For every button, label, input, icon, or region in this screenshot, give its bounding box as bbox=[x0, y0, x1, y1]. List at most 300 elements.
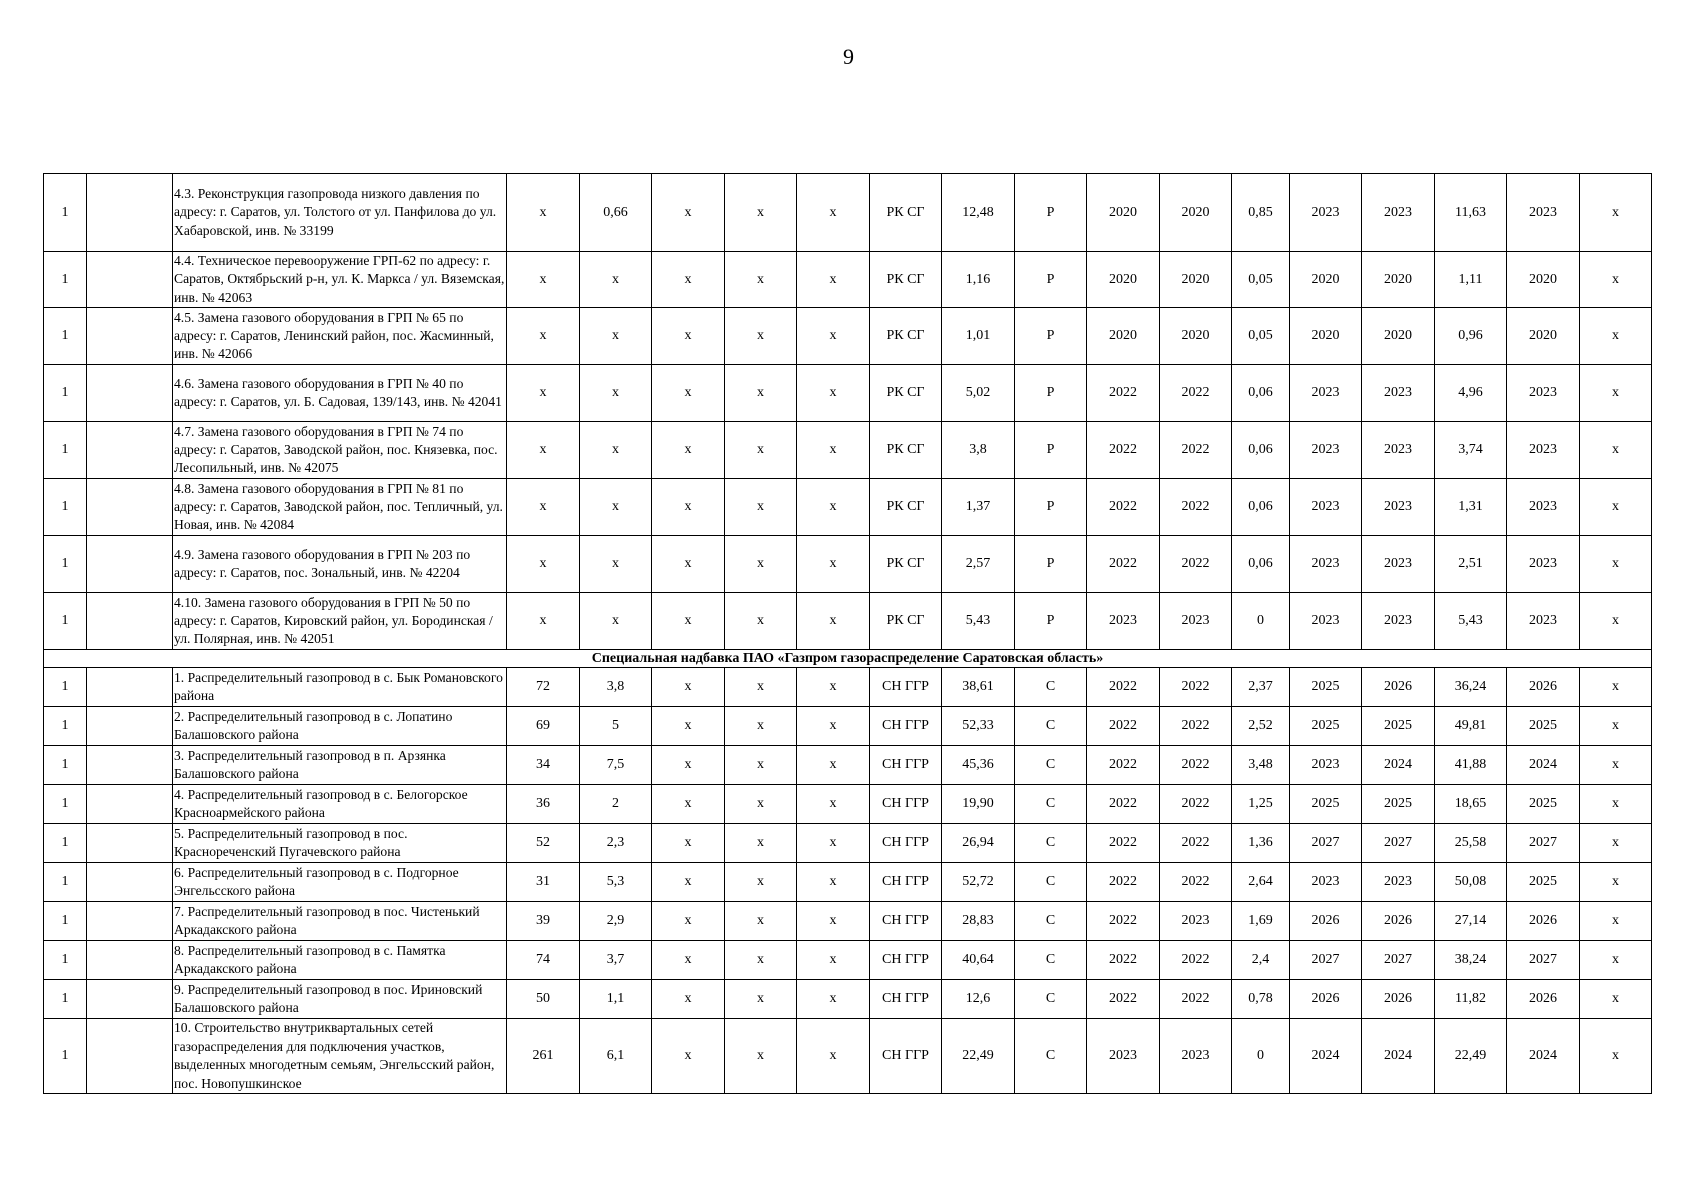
table-cell: 2027 bbox=[1290, 824, 1362, 863]
table-cell: 2023 bbox=[1362, 422, 1435, 479]
table-cell: х bbox=[725, 707, 797, 746]
table-cell: 2022 bbox=[1087, 479, 1160, 536]
table-cell: х bbox=[725, 902, 797, 941]
table-cell: х bbox=[725, 746, 797, 785]
cell-description: 4.4. Техническое перевооружение ГРП-62 по адресу: г. Саратов, Октябрьский р-н, ул. К. Маркса / ул. Вяземская, инв. № 42063 bbox=[173, 252, 507, 308]
table-cell: х bbox=[797, 479, 870, 536]
table-cell: 2024 bbox=[1290, 1019, 1362, 1094]
table-cell: СН ГГР bbox=[870, 707, 942, 746]
table-row bbox=[44, 308, 1652, 365]
cell-group-number: 1 bbox=[44, 824, 87, 863]
table-cell: х bbox=[580, 365, 652, 422]
table-cell: РК СГ bbox=[870, 479, 942, 536]
table-cell: х bbox=[652, 365, 725, 422]
cell-group-number: 1 bbox=[44, 174, 87, 252]
table-cell: 7,5 bbox=[580, 746, 652, 785]
table-row bbox=[44, 422, 1652, 479]
table-cell: 3,8 bbox=[580, 668, 652, 707]
table-cell: 261 bbox=[507, 1019, 580, 1094]
table-cell: 0,06 bbox=[1232, 536, 1290, 593]
table-cell: 0,05 bbox=[1232, 252, 1290, 308]
table-row bbox=[44, 479, 1652, 536]
table-cell: 2024 bbox=[1362, 1019, 1435, 1094]
table-cell: Р bbox=[1015, 308, 1087, 365]
table-cell: х bbox=[1580, 174, 1652, 252]
table-cell: х bbox=[797, 824, 870, 863]
table-cell: х bbox=[507, 365, 580, 422]
table-cell: х bbox=[580, 308, 652, 365]
cell-group-number: 1 bbox=[44, 863, 87, 902]
cell-description: 8. Распределительный газопровод в с. Памятка Аркадакского района bbox=[173, 941, 507, 980]
table-cell: 52 bbox=[507, 824, 580, 863]
table-cell: 11,63 bbox=[1435, 174, 1507, 252]
table-cell: Р bbox=[1015, 422, 1087, 479]
table-cell: х bbox=[507, 308, 580, 365]
table-cell: 2023 bbox=[1362, 536, 1435, 593]
table-cell: х bbox=[507, 536, 580, 593]
table-cell: 36,24 bbox=[1435, 668, 1507, 707]
cell-code bbox=[87, 252, 173, 308]
table-cell: х bbox=[652, 536, 725, 593]
table-cell: 2025 bbox=[1290, 707, 1362, 746]
table-cell: х bbox=[1580, 422, 1652, 479]
table-cell: х bbox=[797, 746, 870, 785]
table-cell: 2022 bbox=[1087, 668, 1160, 707]
table-cell: СН ГГР bbox=[870, 1019, 942, 1094]
table-cell: РК СГ bbox=[870, 536, 942, 593]
table-cell: 69 bbox=[507, 707, 580, 746]
table-cell: х bbox=[797, 174, 870, 252]
table-cell: 38,61 bbox=[942, 668, 1015, 707]
table-cell: х bbox=[797, 941, 870, 980]
table-cell: х bbox=[1580, 1019, 1652, 1094]
table-cell: 0,66 bbox=[580, 174, 652, 252]
table-row bbox=[44, 593, 1652, 650]
table-cell: 2022 bbox=[1160, 365, 1232, 422]
table-cell: 1,37 bbox=[942, 479, 1015, 536]
table-cell: 2,57 bbox=[942, 536, 1015, 593]
table-cell: 2023 bbox=[1160, 593, 1232, 650]
cell-group-number: 1 bbox=[44, 479, 87, 536]
table-cell: 0 bbox=[1232, 1019, 1290, 1094]
table-cell: х bbox=[797, 536, 870, 593]
table-cell: 2022 bbox=[1160, 941, 1232, 980]
table-cell: 72 bbox=[507, 668, 580, 707]
table-cell: С bbox=[1015, 863, 1087, 902]
cell-group-number: 1 bbox=[44, 668, 87, 707]
table-cell: 2023 bbox=[1362, 593, 1435, 650]
table-cell: х bbox=[797, 980, 870, 1019]
table-cell: 2024 bbox=[1362, 746, 1435, 785]
table-cell: х bbox=[1580, 252, 1652, 308]
cell-description: 6. Распределительный газопровод в с. Подгорное Энгельсского района bbox=[173, 863, 507, 902]
cell-description: 4. Распределительный газопровод в с. Белогорское Красноармейского района bbox=[173, 785, 507, 824]
table-cell: 2023 bbox=[1507, 422, 1580, 479]
table-cell: 1,1 bbox=[580, 980, 652, 1019]
table-cell: 2023 bbox=[1290, 746, 1362, 785]
table-cell: 2025 bbox=[1507, 785, 1580, 824]
section-header-group bbox=[44, 650, 1652, 668]
table-cell: СН ГГР bbox=[870, 863, 942, 902]
table-row bbox=[44, 707, 1652, 746]
table-cell: х bbox=[652, 252, 725, 308]
cell-code bbox=[87, 785, 173, 824]
table-cell: 3,74 bbox=[1435, 422, 1507, 479]
table-cell: 2020 bbox=[1160, 174, 1232, 252]
table-cell: х bbox=[1580, 479, 1652, 536]
table-cell: СН ГГР bbox=[870, 980, 942, 1019]
table-cell: 2022 bbox=[1087, 941, 1160, 980]
table-cell: 2022 bbox=[1160, 479, 1232, 536]
cell-group-number: 1 bbox=[44, 593, 87, 650]
table-cell: 2022 bbox=[1160, 824, 1232, 863]
table-row bbox=[44, 252, 1652, 308]
table-cell: 19,90 bbox=[942, 785, 1015, 824]
table-cell: 18,65 bbox=[1435, 785, 1507, 824]
table-cell: 2020 bbox=[1087, 308, 1160, 365]
table-cell: х bbox=[580, 479, 652, 536]
table-cell: х bbox=[1580, 941, 1652, 980]
table-cell: х bbox=[725, 668, 797, 707]
cell-code bbox=[87, 707, 173, 746]
table-cell: РК СГ bbox=[870, 308, 942, 365]
investment-program-table bbox=[43, 173, 1652, 1094]
table-cell: 2022 bbox=[1087, 707, 1160, 746]
table-cell: х bbox=[797, 1019, 870, 1094]
table-cell: х bbox=[1580, 746, 1652, 785]
table-cell: 0,05 bbox=[1232, 308, 1290, 365]
table-cell: х bbox=[580, 252, 652, 308]
cell-code bbox=[87, 365, 173, 422]
table-cell: х bbox=[652, 980, 725, 1019]
table-cell: 2023 bbox=[1290, 365, 1362, 422]
cell-code bbox=[87, 174, 173, 252]
table-cell: 0,78 bbox=[1232, 980, 1290, 1019]
table-cell: СН ГГР bbox=[870, 941, 942, 980]
table-cell: х bbox=[652, 308, 725, 365]
cell-description: 10. Строительство внутриквартальных сетей газораспределения для подключения участков, выделенных многодетным семьям, Энгельсский район, пос. Новопушкинское bbox=[173, 1019, 507, 1094]
table-cell: х bbox=[652, 479, 725, 536]
table-cell: 52,33 bbox=[942, 707, 1015, 746]
table-cell: СН ГГР bbox=[870, 785, 942, 824]
table-cell: 0 bbox=[1232, 593, 1290, 650]
table-cell: 2023 bbox=[1362, 174, 1435, 252]
table-cell: 2022 bbox=[1087, 422, 1160, 479]
table-cell: 25,58 bbox=[1435, 824, 1507, 863]
table-cell: 36 bbox=[507, 785, 580, 824]
cell-group-number: 1 bbox=[44, 422, 87, 479]
table-cell: х bbox=[652, 707, 725, 746]
table-cell: 0,06 bbox=[1232, 422, 1290, 479]
table-cell: х bbox=[797, 668, 870, 707]
cell-description: 4.5. Замена газового оборудования в ГРП № 65 по адресу: г. Саратов, Ленинский район, пос. Жасминный, инв. № 42066 bbox=[173, 308, 507, 365]
table-cell: х bbox=[580, 536, 652, 593]
table-cell: 2022 bbox=[1160, 422, 1232, 479]
table-cell: 2023 bbox=[1507, 365, 1580, 422]
table-cell: 1,16 bbox=[942, 252, 1015, 308]
cell-code bbox=[87, 308, 173, 365]
table-cell: х bbox=[725, 536, 797, 593]
cell-code bbox=[87, 479, 173, 536]
table-cell: 12,48 bbox=[942, 174, 1015, 252]
table-cell: х bbox=[507, 174, 580, 252]
cell-code bbox=[87, 1019, 173, 1094]
table-cell: 2023 bbox=[1507, 479, 1580, 536]
table-cell: х bbox=[652, 941, 725, 980]
table-cell: 2023 bbox=[1507, 593, 1580, 650]
table-cell: х bbox=[797, 863, 870, 902]
table-cell: 2024 bbox=[1507, 746, 1580, 785]
table-cell: х bbox=[725, 365, 797, 422]
table-cell: х bbox=[725, 479, 797, 536]
table-cell: 2020 bbox=[1160, 252, 1232, 308]
table-cell: 6,1 bbox=[580, 1019, 652, 1094]
table-cell: 2020 bbox=[1362, 252, 1435, 308]
table-cell: 22,49 bbox=[1435, 1019, 1507, 1094]
cell-code bbox=[87, 824, 173, 863]
table-cell: 12,6 bbox=[942, 980, 1015, 1019]
table-cell: 1,69 bbox=[1232, 902, 1290, 941]
table-cell: СН ГГР bbox=[870, 902, 942, 941]
table-body-before bbox=[44, 174, 1652, 650]
cell-description: 4.9. Замена газового оборудования в ГРП № 203 по адресу: г. Саратов, пос. Зональный, инв. № 42204 bbox=[173, 536, 507, 593]
table-cell: х bbox=[507, 252, 580, 308]
table-cell: 2023 bbox=[1290, 593, 1362, 650]
table-row bbox=[44, 824, 1652, 863]
table-cell: 2022 bbox=[1160, 980, 1232, 1019]
table-cell: 2023 bbox=[1087, 1019, 1160, 1094]
table-cell: х bbox=[1580, 308, 1652, 365]
table-row bbox=[44, 863, 1652, 902]
table-cell: 2020 bbox=[1087, 174, 1160, 252]
table-cell: 2022 bbox=[1087, 863, 1160, 902]
table-cell: х bbox=[797, 902, 870, 941]
table-cell: х bbox=[725, 824, 797, 863]
table-cell: х bbox=[797, 365, 870, 422]
table-cell: 2025 bbox=[1507, 707, 1580, 746]
table-cell: 3,7 bbox=[580, 941, 652, 980]
table-cell: 2023 bbox=[1290, 422, 1362, 479]
table-cell: 1,31 bbox=[1435, 479, 1507, 536]
table-cell: 2026 bbox=[1507, 902, 1580, 941]
table-cell: х bbox=[1580, 593, 1652, 650]
table-cell: 2,52 bbox=[1232, 707, 1290, 746]
table-cell: х bbox=[652, 785, 725, 824]
table-cell: 2024 bbox=[1507, 1019, 1580, 1094]
table-cell: 2022 bbox=[1160, 707, 1232, 746]
table-cell: Р bbox=[1015, 252, 1087, 308]
table-row bbox=[44, 980, 1652, 1019]
table-row bbox=[44, 365, 1652, 422]
table-cell: СН ГГР bbox=[870, 824, 942, 863]
table-cell: х bbox=[797, 252, 870, 308]
cell-group-number: 1 bbox=[44, 980, 87, 1019]
table-row bbox=[44, 941, 1652, 980]
table-cell: Р bbox=[1015, 174, 1087, 252]
table-cell: С bbox=[1015, 941, 1087, 980]
table-cell: х bbox=[797, 593, 870, 650]
table-cell: 0,06 bbox=[1232, 479, 1290, 536]
table-cell: 2020 bbox=[1507, 308, 1580, 365]
table-cell: 2 bbox=[580, 785, 652, 824]
cell-description: 4.10. Замена газового оборудования в ГРП № 50 по адресу: г. Саратов, Кировский район, ул. Бородинская / ул. Полярная, инв. № 42051 bbox=[173, 593, 507, 650]
table-cell: 2026 bbox=[1507, 668, 1580, 707]
table-cell: 39 bbox=[507, 902, 580, 941]
table-cell: 26,94 bbox=[942, 824, 1015, 863]
table-cell: 2,51 bbox=[1435, 536, 1507, 593]
table-cell: С bbox=[1015, 746, 1087, 785]
table-cell: х bbox=[797, 785, 870, 824]
cell-code bbox=[87, 902, 173, 941]
table-cell: х bbox=[580, 422, 652, 479]
table-cell: х bbox=[1580, 707, 1652, 746]
table-cell: 5,3 bbox=[580, 863, 652, 902]
table-cell: 2027 bbox=[1290, 941, 1362, 980]
table-cell: С bbox=[1015, 668, 1087, 707]
table-cell: 52,72 bbox=[942, 863, 1015, 902]
cell-description: 5. Распределительный газопровод в пос. Краснореченский Пугачевского района bbox=[173, 824, 507, 863]
table-cell: 2022 bbox=[1087, 902, 1160, 941]
table-cell: СН ГГР bbox=[870, 746, 942, 785]
table-row bbox=[44, 746, 1652, 785]
table-row bbox=[44, 1019, 1652, 1094]
cell-code bbox=[87, 536, 173, 593]
section-title: Специальная надбавка ПАО «Газпром газораспределение Саратовская область» bbox=[44, 650, 1652, 668]
table-cell: х bbox=[1580, 902, 1652, 941]
cell-group-number: 1 bbox=[44, 707, 87, 746]
table-cell: 2,64 bbox=[1232, 863, 1290, 902]
cell-description: 7. Распределительный газопровод в пос. Чистенький Аркадакского района bbox=[173, 902, 507, 941]
cell-code bbox=[87, 668, 173, 707]
cell-group-number: 1 bbox=[44, 1019, 87, 1094]
table-cell: х bbox=[725, 941, 797, 980]
table-cell: 22,49 bbox=[942, 1019, 1015, 1094]
table-cell: 0,06 bbox=[1232, 365, 1290, 422]
table-cell: 2023 bbox=[1507, 536, 1580, 593]
table-cell: 2023 bbox=[1362, 479, 1435, 536]
table-cell: 49,81 bbox=[1435, 707, 1507, 746]
table-cell: 2026 bbox=[1362, 980, 1435, 1019]
table-cell: х bbox=[725, 308, 797, 365]
table-cell: х bbox=[797, 308, 870, 365]
table-cell: 38,24 bbox=[1435, 941, 1507, 980]
table-cell: 2,37 bbox=[1232, 668, 1290, 707]
table-cell: 2022 bbox=[1160, 785, 1232, 824]
table-cell: РК СГ bbox=[870, 593, 942, 650]
table-cell: х bbox=[725, 252, 797, 308]
cell-description: 9. Распределительный газопровод в пос. Ириновский Балашовского района bbox=[173, 980, 507, 1019]
table-cell: х bbox=[725, 174, 797, 252]
table-cell: х bbox=[507, 422, 580, 479]
table-cell: 2023 bbox=[1290, 174, 1362, 252]
table-cell: 2023 bbox=[1160, 1019, 1232, 1094]
table-row bbox=[44, 174, 1652, 252]
table-cell: С bbox=[1015, 1019, 1087, 1094]
table-cell: 2025 bbox=[1362, 707, 1435, 746]
table-cell: С bbox=[1015, 707, 1087, 746]
table-cell: х bbox=[1580, 365, 1652, 422]
cell-code bbox=[87, 746, 173, 785]
table-cell: х bbox=[652, 593, 725, 650]
cell-group-number: 1 bbox=[44, 365, 87, 422]
cell-group-number: 1 bbox=[44, 902, 87, 941]
table-cell: 2026 bbox=[1507, 980, 1580, 1019]
table-cell: 2023 bbox=[1290, 863, 1362, 902]
table-body-after bbox=[44, 668, 1652, 1094]
table-cell: х bbox=[652, 746, 725, 785]
cell-code bbox=[87, 980, 173, 1019]
table-cell: 2,3 bbox=[580, 824, 652, 863]
table-cell: 2025 bbox=[1290, 668, 1362, 707]
table-cell: РК СГ bbox=[870, 422, 942, 479]
cell-description: 4.7. Замена газового оборудования в ГРП № 74 по адресу: г. Саратов, Заводской район, пос. Князевка, пос. Лесопильный, инв. № 42075 bbox=[173, 422, 507, 479]
table-cell: х bbox=[652, 1019, 725, 1094]
table-cell: 3,48 bbox=[1232, 746, 1290, 785]
table-cell: 2025 bbox=[1290, 785, 1362, 824]
table-cell: 2020 bbox=[1507, 252, 1580, 308]
table-cell: 5,02 bbox=[942, 365, 1015, 422]
table-cell: С bbox=[1015, 785, 1087, 824]
table-cell: 2020 bbox=[1290, 252, 1362, 308]
cell-code bbox=[87, 593, 173, 650]
table-cell: х bbox=[797, 422, 870, 479]
table-cell: х bbox=[652, 422, 725, 479]
table-cell: 2022 bbox=[1087, 746, 1160, 785]
table-cell: 2023 bbox=[1290, 536, 1362, 593]
table-cell: 1,36 bbox=[1232, 824, 1290, 863]
table-cell: 1,01 bbox=[942, 308, 1015, 365]
table-cell: СН ГГР bbox=[870, 668, 942, 707]
table-cell: 2026 bbox=[1362, 668, 1435, 707]
table-cell: 2,9 bbox=[580, 902, 652, 941]
table-cell: 2026 bbox=[1290, 902, 1362, 941]
table-cell: 2020 bbox=[1290, 308, 1362, 365]
table-cell: 2022 bbox=[1160, 536, 1232, 593]
table-cell: 2022 bbox=[1087, 980, 1160, 1019]
table-cell: 2022 bbox=[1087, 824, 1160, 863]
table-cell: 41,88 bbox=[1435, 746, 1507, 785]
table-cell: 3,8 bbox=[942, 422, 1015, 479]
table-cell: х bbox=[797, 707, 870, 746]
table-row bbox=[44, 902, 1652, 941]
cell-group-number: 1 bbox=[44, 941, 87, 980]
cell-group-number: 1 bbox=[44, 785, 87, 824]
table-cell: 11,82 bbox=[1435, 980, 1507, 1019]
table-cell: С bbox=[1015, 902, 1087, 941]
table-cell: х bbox=[652, 174, 725, 252]
table-cell: 2020 bbox=[1160, 308, 1232, 365]
table-cell: РК СГ bbox=[870, 174, 942, 252]
table-cell: 27,14 bbox=[1435, 902, 1507, 941]
table-row bbox=[44, 668, 1652, 707]
table-cell: 2026 bbox=[1362, 902, 1435, 941]
table-cell: 0,85 bbox=[1232, 174, 1290, 252]
table-cell: х bbox=[652, 668, 725, 707]
table-cell: Р bbox=[1015, 365, 1087, 422]
table-cell: 74 bbox=[507, 941, 580, 980]
table-cell: 2025 bbox=[1362, 785, 1435, 824]
table-row bbox=[44, 785, 1652, 824]
table-cell: 2027 bbox=[1362, 941, 1435, 980]
table-cell: х bbox=[580, 593, 652, 650]
table-cell: 40,64 bbox=[942, 941, 1015, 980]
table-cell: 2023 bbox=[1362, 365, 1435, 422]
table-cell: 2022 bbox=[1087, 536, 1160, 593]
section-header-row bbox=[44, 650, 1652, 668]
cell-description: 4.8. Замена газового оборудования в ГРП № 81 по адресу: г. Саратов, Заводской район, пос. Тепличный, ул. Новая, инв. № 42084 bbox=[173, 479, 507, 536]
cell-description: 3. Распределительный газопровод в п. Арзянка Балашовского района bbox=[173, 746, 507, 785]
table-cell: х bbox=[1580, 536, 1652, 593]
